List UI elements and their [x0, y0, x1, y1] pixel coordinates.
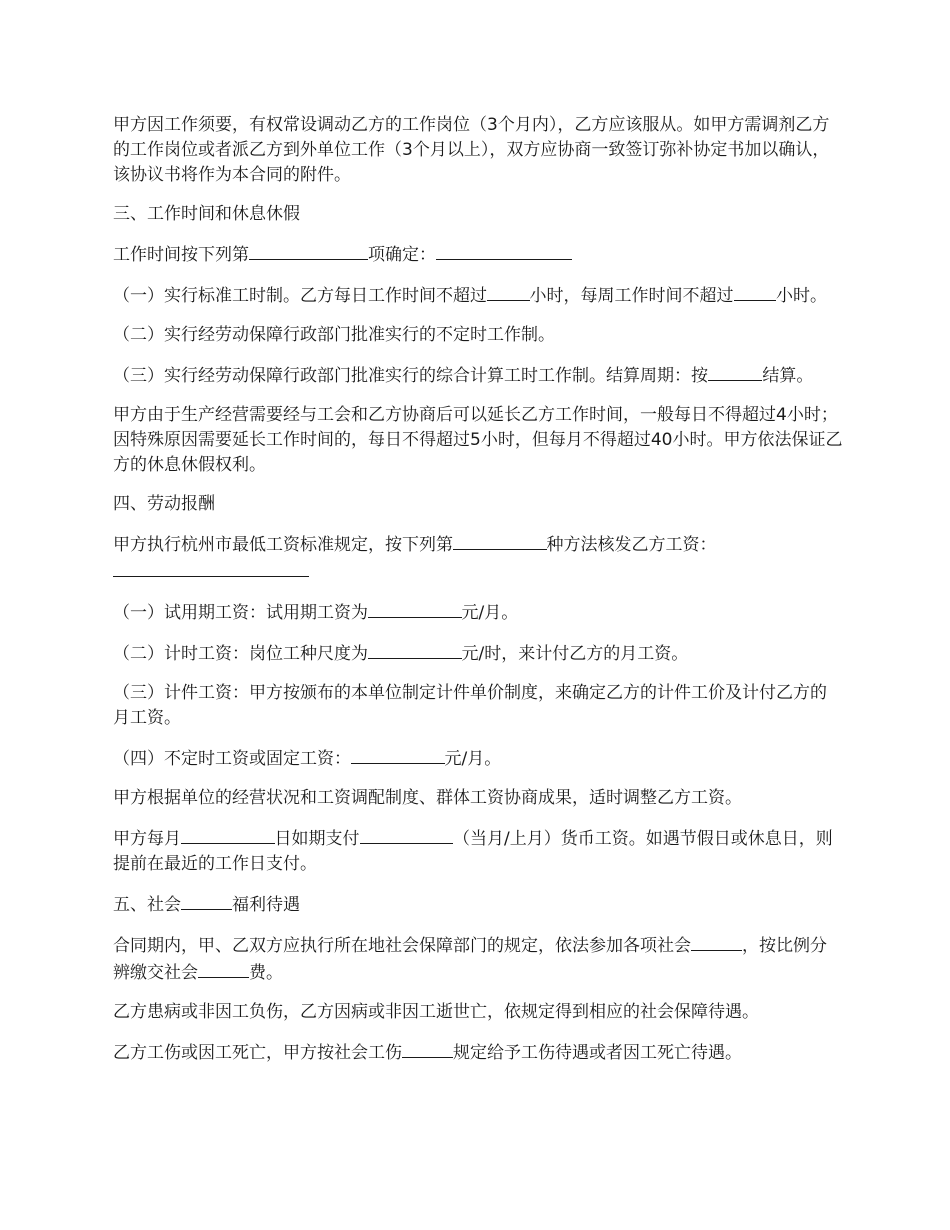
text-segment: 乙方患病或非因工负伤，乙方因病或非因工逝世亡，依规定得到相应的社会保障待遇。	[113, 1002, 759, 1022]
text-segment: 甲方因工作须要，有权常设调动乙方的工作岗位（3个月内），乙方应该服从。如甲方需调剂乙方的工作岗位或者派乙方到外单位工作（3个月以上），双方应协商一致签订弥补协定书加以确认，该协议书将作为本合同的附件。	[113, 115, 830, 185]
fill-in-blank[interactable]	[708, 362, 762, 381]
text-segment: 乙方工伤或因工死亡，甲方按社会工伤	[113, 1043, 402, 1063]
text-segment: ，按比例分辨缴交社会	[113, 936, 827, 983]
para-work-injury	[113, 1039, 843, 1066]
fill-in-blank[interactable]	[249, 241, 368, 260]
text-segment: （三）计件工资：甲方按颁布的本单位制定计件单价制度，来确定乙方的计件工价及计付乙方的月工资。	[113, 683, 827, 728]
section-heading-5	[113, 891, 843, 918]
text-segment: （四）不定时工资或固定工资：	[113, 749, 351, 769]
fill-in-blank[interactable]	[734, 282, 777, 301]
fill-in-blank[interactable]	[368, 640, 462, 659]
text-segment: （当月/上月）货币工资。如遇节假日或休息日，则提前在最近的工作日支付。	[113, 829, 833, 874]
fill-in-blank[interactable]	[453, 531, 547, 550]
text-segment: 小时，每周工作时间不超过	[529, 286, 734, 306]
text-segment: 项确定：	[368, 245, 436, 265]
text-segment: 种方法核发乙方工资：	[546, 535, 717, 555]
para-comprehensive-hours	[113, 362, 843, 389]
fill-in-blank[interactable]	[487, 282, 530, 301]
fill-in-blank[interactable]	[113, 558, 309, 577]
para-piece-wage	[113, 681, 843, 731]
para-social-insurance	[113, 932, 843, 986]
para-fixed-wage	[113, 745, 843, 772]
para-illness	[113, 1000, 843, 1025]
document-body	[113, 113, 843, 1080]
text-segment: 规定给予工伤待遇或者因工死亡待遇。	[453, 1043, 742, 1063]
para-overtime	[113, 403, 843, 478]
fill-in-blank[interactable]	[360, 825, 454, 844]
text-segment: 甲方每月	[113, 829, 181, 849]
para-wage-adjust	[113, 786, 843, 811]
text-segment: 甲方执行杭州市最低工资标准规定，按下列第	[113, 535, 453, 555]
para-pay-day	[113, 825, 843, 877]
section-heading-4	[113, 492, 843, 517]
text-segment: 五、社会	[113, 895, 181, 915]
para-job-transfer	[113, 113, 843, 188]
text-segment: （一）实行标准工时制。乙方每日工作时间不超过	[113, 286, 487, 306]
para-min-wage	[113, 531, 843, 585]
text-segment: 合同期内，甲、乙双方应执行所在地社会保障部门的规定，依法参加各项社会	[113, 936, 691, 956]
para-worktime-select	[113, 241, 843, 268]
text-segment: 工作时间按下列第	[113, 245, 249, 265]
fill-in-blank[interactable]	[181, 891, 232, 910]
fill-in-blank[interactable]	[181, 825, 275, 844]
para-probation-wage	[113, 599, 843, 626]
fill-in-blank[interactable]	[402, 1039, 453, 1058]
text-segment: （二）计时工资：岗位工种尺度为	[113, 644, 368, 664]
text-segment: 日如期支付	[274, 829, 360, 849]
text-segment: 小时。	[776, 286, 827, 306]
text-segment: （二）实行经劳动保障行政部门批准实行的不定时工作制。	[113, 325, 555, 345]
para-flexible-hours	[113, 323, 843, 348]
fill-in-blank[interactable]	[368, 599, 462, 618]
text-segment: 甲方根据单位的经营状况和工资调配制度、群体工资协商成果，适时调整乙方工资。	[113, 788, 742, 808]
text-segment: 三、工作时间和休息休假	[113, 204, 300, 224]
fill-in-blank[interactable]	[436, 241, 572, 260]
text-segment: 元/时，来计付乙方的月工资。	[461, 644, 689, 664]
text-segment: （三）实行经劳动保障行政部门批准实行的综合计算工时工作制。结算周期：按	[113, 366, 708, 386]
text-segment: 元/月。	[461, 603, 519, 623]
text-segment: 四、劳动报酬	[113, 494, 215, 514]
text-segment: 元/月。	[444, 749, 502, 769]
text-segment: 甲方由于生产经营需要经与工会和乙方协商后可以延长乙方工作时间，一般每日不得超过4小时；因特殊原因需要延长工作时间的，每日不得超过5小时，但每月不得超过40小时。甲方依法保证乙方的休息休假权利。	[113, 405, 843, 475]
fill-in-blank[interactable]	[691, 932, 742, 951]
fill-in-blank[interactable]	[351, 745, 445, 764]
text-segment: （一）试用期工资：试用期工资为	[113, 603, 368, 623]
para-hourly-wage	[113, 640, 843, 667]
text-segment: 福利待遇	[232, 895, 300, 915]
text-segment: 费。	[249, 963, 283, 983]
section-heading-3	[113, 202, 843, 227]
text-segment: 结算。	[762, 366, 814, 386]
fill-in-blank[interactable]	[198, 959, 249, 978]
para-standard-hours	[113, 282, 843, 309]
